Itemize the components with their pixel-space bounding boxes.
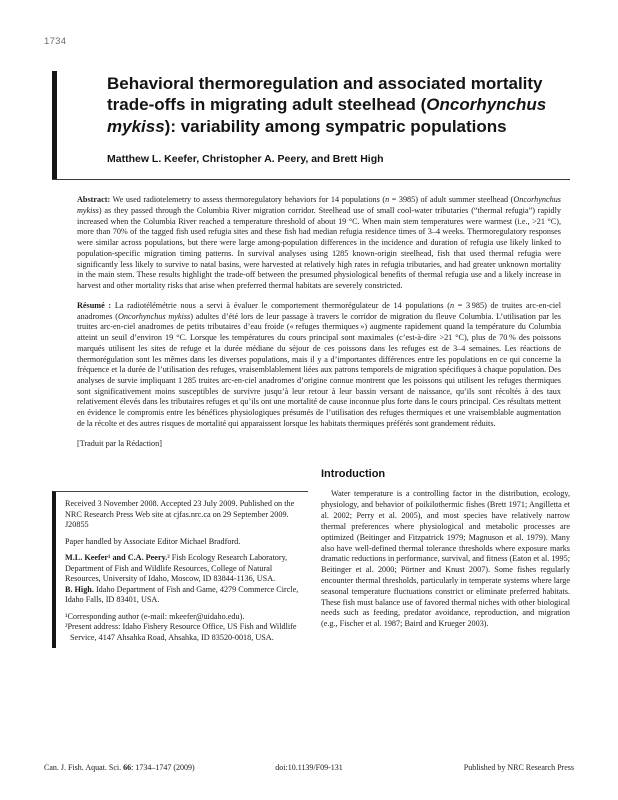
abstract-section bbox=[77, 195, 561, 449]
article-info-box bbox=[52, 491, 308, 648]
translation-note: [Traduit par la Rédaction] bbox=[77, 438, 162, 448]
resume-paragraph: Résumé : La radiotélémétrie nous a servi à évaluer le comportement thermorégulateur de 14 populations (n = 3 985) de truites arc-en-ciel anadromes (Oncorhynchus mykiss) adultes d’été lors de leur passage à travers le corridor de migration du fleuve Columbia. L’utilisation par les truites arc-en-ciel anadromes de petits tributaires d’eau froide (« refuges thermiques ») augmente rapidement quand la température du Columbia atteint un seuil d’environ 19 °C. Lorsque les températures du cours principal sont maximales (c’est-à-dire >21 °C), plus de 70 % des poissons marqués utilisent les sites de refuge et la durée médiane du séjour de ces poissons dans les refuges est de 3–4 semaines. Les réactions de thermorégulation sont les mêmes dans les diverses populations, mais il y a d’importantes différences entre les populations en ce qui concerne la fréquence et la durée de l’utilisation des refuges, vraisemblablement liées aux patrons temporels de migration spécifiques à chaque population. Des analyses de survie impliquant 1 285 truites arc-en-ciel anadromes d’origine connue montrent que les poissons qui utilisent les refuges thermiques sont significativement moins susceptibles de survivre jusqu’à leur retour à leur bassin versant de naissance, qu’ils sont récoltés à des taux relativement élevés dans les tributaires refuges et qu’ils ont une mortalité de cause inconnue plus forte dans le cours principal. Ces résultats mettent en évidence le compromis entre les bénéfices physiologiques présumés de l’utilisation des refuges thermiques et une vraisemblable augmentation de la récolte et des autres risques de mortalité qui apparaissent lorsque les habitats thermiques préférés sont grandement réduits. bbox=[77, 300, 562, 428]
page-number: 1734 bbox=[44, 36, 67, 47]
left-column bbox=[52, 465, 308, 648]
handled-by-note: Paper handled by Associate Editor Michael Bradford. bbox=[65, 536, 241, 546]
footnote-present-address: ²Present address: Idaho Fishery Resource Office, US Fish and Wildlife Service, 4147 Ahsahka Road, Ahsahka, ID 83520-0018, USA. bbox=[65, 622, 297, 642]
right-column bbox=[321, 465, 570, 648]
introduction-paragraph: Water temperature is a controlling factor in the distribution, ecology, physiology, and behavior of poikilothermic fishes (Brett 1971; Angilletta et al. 2002; Perry et al. 2005), and most species have relatively narrow thermal preferences where physiological and metabolic processes are optimized (Beitinger and Fitzpatrick 1979; Magnuson et al. 1979). Many also have well-defined thermal tolerance thresholds where exposure marks dramatic reductions in performance, survival, and fitness (Eaton et al. 1995; Beitinger et al. 2000; Pörtner and Knust 2007). Some fishes regularly encounter thermal thresholds, particularly in temperate systems where large seasonal temperature fluctuations constrict or eliminate preferred habitats. These fish must balance use of favored thermal niches with other biological needs such as feeding, predator avoidance, reproduction, and migration (e.g., Fischer et al. 1987; Baird and Krueger 2003). bbox=[321, 489, 570, 629]
article-title: Behavioral thermoregulation and associated mortality trade-offs in migrating adult steelhead (Oncorhynchus mykiss): variability among sympatric populations bbox=[107, 74, 547, 136]
abstract-paragraph: Abstract: We used radiotelemetry to assess thermoregulatory behaviors for 14 populations (n = 3985) of adult summer steelhead (Oncorhynchus mykiss) as they passed through the Columbia River migration corridor. Steelhead use of small cool-water tributaries (“thermal refugia”) rapidly increased when the Columbia River reached a temperature threshold of about 19 °C. When main stem temperatures were warmest (i.e., >21 °C), more than 70% of the tagged fish used refugia sites and these fish had median refugia residence times of 3–4 weeks. Thermoregulatory responses were similar across populations, but there were large among-population differences in the incidence and duration of refugia use likely linked to population-specific migration timing patterns. In survival analyses using 1285 known-origin steelhead, fish that used thermal refugia were significantly less likely to survive to natal basins, were harvested at relatively high rates in refugia tributaries, and had greater unknown mortality in the main stem. These results highlight the trade-off between the presumed physiological benefits of thermal refugia use and a likely increase in harvest and other mortality risks that arise when preferred thermal habitats are severely constricted. bbox=[77, 195, 561, 291]
publisher-note: Published by NRC Research Press bbox=[463, 763, 574, 772]
doi: doi:10.1139/F09-131 bbox=[275, 763, 343, 772]
footnote-corresponding-author: ¹Corresponding author (e-mail: mkeefer@uidaho.edu). bbox=[65, 611, 245, 621]
journal-citation: Can. J. Fish. Aquat. Sci. 66: 1734–1747 (2009) bbox=[44, 763, 195, 772]
author-line: Matthew L. Keefer, Christopher A. Peery, and Brett High bbox=[107, 153, 384, 166]
page-footer bbox=[44, 763, 574, 774]
introduction-heading: Introduction bbox=[321, 468, 386, 481]
two-column-body bbox=[52, 465, 570, 648]
received-dates: Received 3 November 2008. Accepted 23 July 2009. Published on the NRC Research Press Web site at cjfas.nrc.ca on 29 September 2009. bbox=[65, 499, 295, 519]
affiliation-high: B. High. Idaho Department of Fish and Game, 4279 Commerce Circle, Idaho Falls, ID 83401, USA. bbox=[65, 584, 299, 605]
affiliation-keefer-peery: M.L. Keefer¹ and C.A. Peery.² Fish Ecology Research Laboratory, Department of Fish and Wildlife Resources, College of Natural Resources, University of Idaho, Moscow, ID 83844-1136, USA. bbox=[65, 553, 288, 584]
header-divider bbox=[52, 179, 570, 180]
title-block bbox=[52, 71, 570, 179]
manuscript-id: J20855 bbox=[65, 520, 89, 530]
